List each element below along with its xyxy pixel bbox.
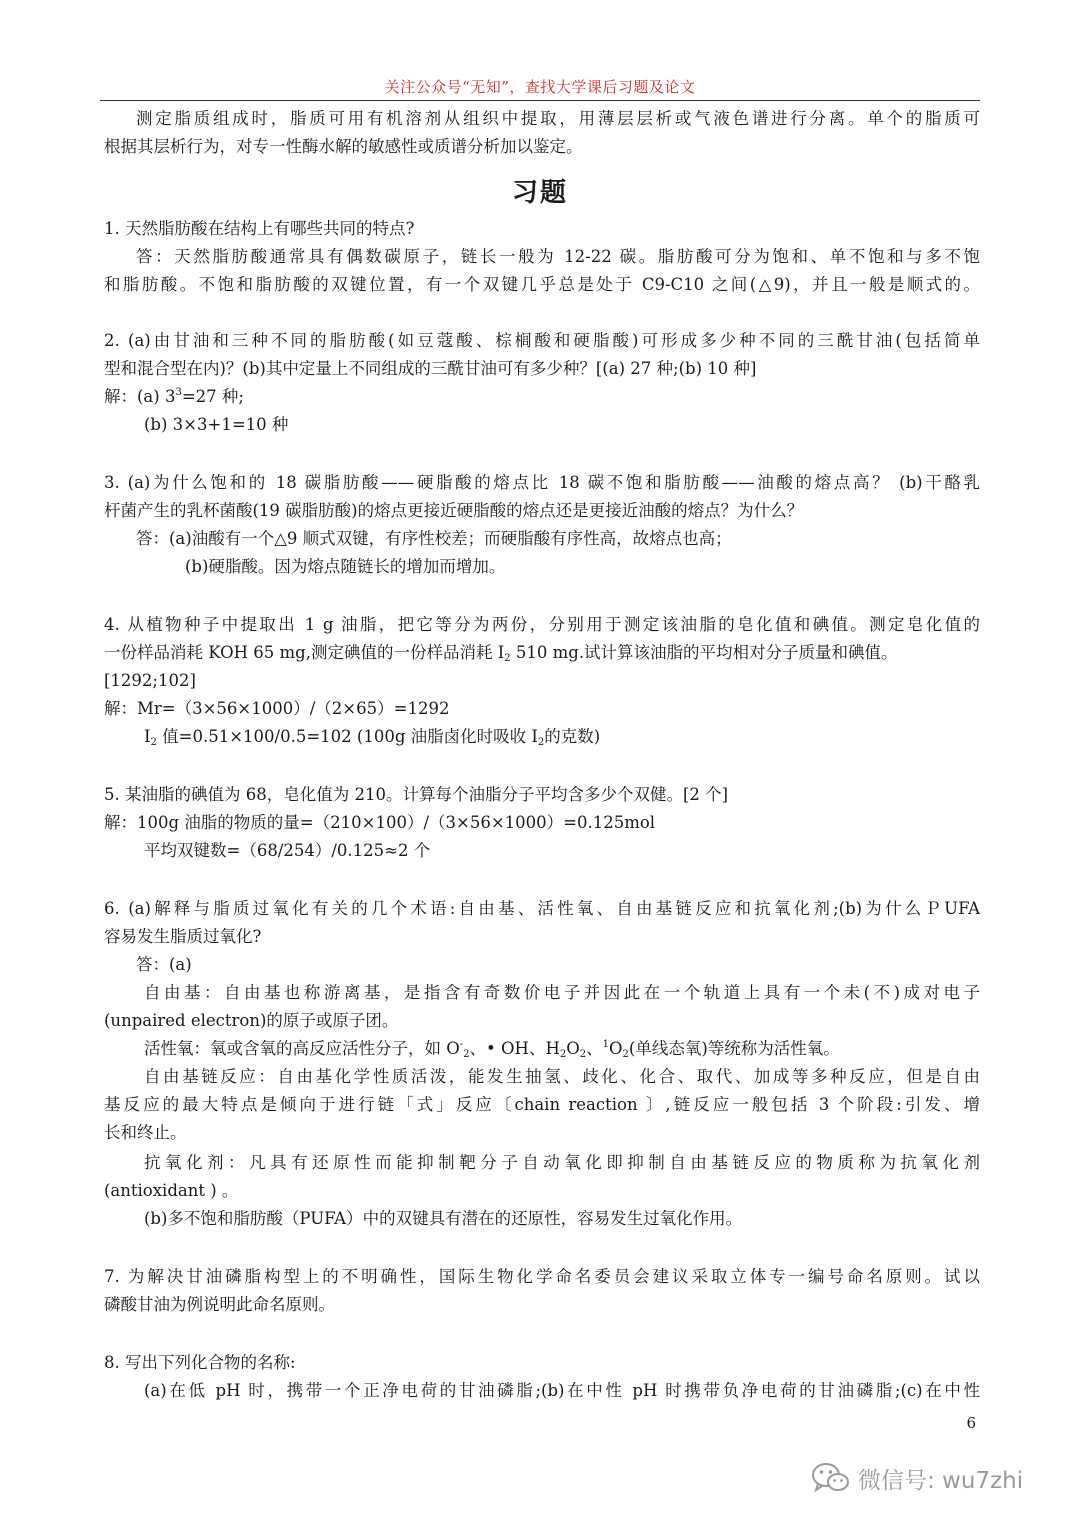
q3-question-line-2: 杆菌产生的乳杯菌酸(19 碳脂肪酸)的熔点更接近硬脂酸的熔点还是更接近油酸的熔点？为什么？ [104,501,804,520]
q6-reactive-oxygen: 活性氧：氧或含氧的高反应活性分子，如 $O^-_2$、• OH、$H_2O_2$、$^1O_2$(单线态氧)等统称为活性氧。 [144,1039,840,1060]
q6-free-radical-line-2: (unpaired electron)的原子或原子团。 [104,1011,399,1030]
intro-line-2: 根据其层析行为，对专一性酶水解的敏感性或质谱分析加以鉴定。 [104,137,583,156]
q5-solution-2: 平均双键数=（68/254）/0.125≈2 个 [144,841,431,860]
q4-question-line-2: 一份样品消耗 KOH 65 mg,测定碘值的一份样品消耗 $I_2$ 510 mg.试计算该油脂的平均相对分子质量和碘值。 [104,643,898,664]
section-title: 习题 [511,178,568,208]
q4-question-line-3: [1292;102] [104,671,196,690]
q6-chain-line-2: 基反应的最大特点是倾向于进行链「式」反应〔chain reaction 〕,链反应一般包括 3 个阶段:引发、增 [104,1095,980,1114]
q1-answer-line-2: 和脂肪酸。不饱和脂肪酸的双键位置，有一个双键几乎总是处于 C9-C10 之间(△9)，并且一般是顺式的。 [104,275,980,294]
q8-part-line: (a)在低 pH 时，携带一个正净电荷的甘油磷脂;(b)在中性 pH 时携带负净电荷的甘油磷脂;(c)在中性 [144,1381,980,1400]
q1-question: 1. 天然脂肪酸在结构上有哪些共同的特点? [104,219,415,238]
q7-question-line-2: 磷酸甘油为例说明此命名原则。 [104,1295,335,1314]
page-header: 关注公众号“无知”，查找大学课后习题及论文 [384,78,696,96]
q6-chain-line-1: 自由基链反应：自由基化学性质活泼，能发生抽氢、歧化、化合、取代、加成等多种反应，但是自由 [144,1067,980,1086]
q6-chain-line-3: 长和终止。 [104,1123,187,1142]
page-number: 6 [966,1414,976,1432]
watermark-text: 微信号: wu7zhi [858,1467,1024,1494]
q6-free-radical-line-1: 自由基：自由基也称游离基，是指含有奇数价电子并因此在一个轨道上具有一个未(不)成对电子 [144,983,980,1002]
q2-question-line-2: 型和混合型在内)？(b)其中定量上不同组成的三酰甘油可有多少种？[(a) 27 种;(b) 10 种] [104,359,757,378]
q4-question-line-1: 4. 从植物种子中提取出 1 g 油脂，把它等分为两份，分别用于测定该油脂的皂化值和碘值。测定皂化值的 [104,615,980,634]
q6-antioxidant-line-1: 抗氧化剂：凡具有还原性而能抑制靶分子自动氧化即抑制自由基链反应的物质称为抗氧化剂 [144,1153,980,1172]
q1-answer-line-1: 答：天然脂肪酸通常具有偶数碳原子，链长一般为 12-22 碳。脂肪酸可分为饱和、单不饱和与多不饱 [136,247,980,266]
q6-question-line-2: 容易发生脂质过氧化? [104,927,262,946]
q3-question-line-1: 3. (a)为什么饱和的 18 碳脂肪酸——硬脂酸的熔点比 18 碳不饱和脂肪酸——油酸的熔点高？ (b)干酪乳 [104,473,980,492]
q6-answer-a: 答：(a) [136,955,192,974]
wechat-icon [810,1461,850,1495]
wechat-watermark [810,1458,1023,1498]
q8-question: 8. 写出下列化合物的名称: [104,1353,296,1372]
q4-solution-1: 解：Mr=（3×56×1000）/（2×65）=1292 [104,699,450,718]
q4-solution-2: $I_2$ 值=0.51×100/0.5=102 (100g 油脂卤化时吸收 $I_2$的克数) [144,727,601,748]
intro-line-1: 测定脂质组成时，脂质可用有机溶剂从组织中提取，用薄层层析或气液色谱进行分离。单个的脂质可 [136,109,980,128]
q6-antioxidant-line-2: (antioxidant ) 。 [104,1181,239,1200]
q3-answer-a: 答：(a)油酸有一个△9 顺式双键，有序性校差；而硬脂酸有序性高，故熔点也高； [136,529,732,548]
header-rule [100,100,980,101]
q5-solution-1: 解：100g 油脂的物质的量=（210×100）/（3×56×1000）=0.125mol [104,813,656,832]
q6-question-line-1: 6. (a)解释与脂质过氧化有关的几个术语:自由基、活性氧、自由基链反应和抗氧化剂;(b)为什么ＰUFA [104,899,980,918]
q2-solution-a: 解：(a) $3^3=27$ 种; [104,387,244,406]
q3-answer-b: (b)硬脂酸。因为熔点随链长的增加而增加。 [185,557,506,576]
q2-solution-b: (b) 3×3+1=10 种 [144,415,289,434]
q2-question-line-1: 2. (a)由甘油和三种不同的脂肪酸(如豆蔻酸、棕榈酸和硬脂酸)可形成多少种不同的三酰甘油(包括简单 [104,331,980,350]
q6-answer-b: (b)多不饱和脂肪酸（PUFA）中的双键具有潜在的还原性，容易发生过氧化作用。 [144,1209,743,1228]
q7-question-line-1: 7. 为解决甘油磷脂构型上的不明确性，国际生物化学命名委员会建议采取立体专一编号命名原则。试以 [104,1267,980,1286]
q5-question: 5. 某油脂的碘值为 68，皂化值为 210。计算每个油脂分子平均含多少个双健。[2 个] [104,785,729,804]
